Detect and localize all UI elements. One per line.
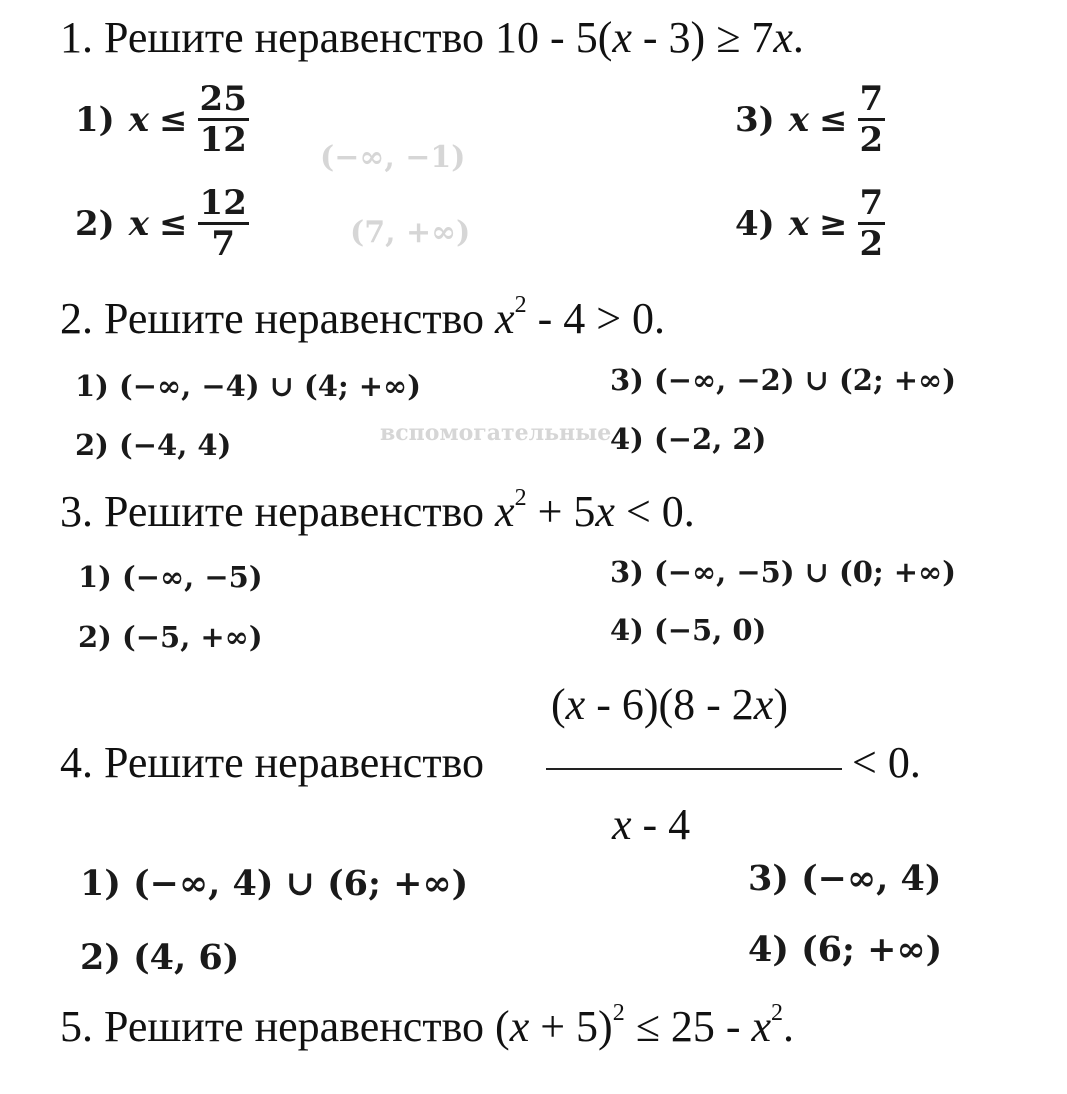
- q3-option-4[interactable]: 4) (−5, 0): [610, 613, 767, 647]
- q4-option-2[interactable]: 2) (4, 6): [80, 937, 240, 978]
- q1-option-2[interactable]: 2) x ≤ $\frac{12}{7}$: [75, 183, 247, 264]
- question-2: 2. Решите неравенство $x^2 - 4 > 0$.: [60, 292, 666, 343]
- fraction: $\frac{12}{7}$: [199, 183, 247, 264]
- q2-option-4[interactable]: 4) (−2, 2): [610, 422, 767, 456]
- question-4: 4. Решите неравенство: [60, 738, 485, 787]
- q4-option-4[interactable]: 4) (6; +∞): [748, 929, 943, 970]
- question-3: 3. Решите неравенство $x^2 + 5x < 0$.: [60, 485, 695, 536]
- fraction: $\frac{7}{2}$: [859, 79, 884, 160]
- bleed-through-text: вспомогательные: [380, 420, 612, 446]
- q4-tail: < 0.: [852, 738, 921, 787]
- q2-option-1[interactable]: 1) (−∞, −4) ∪ (4; +∞): [75, 369, 421, 403]
- fraction: $\frac{7}{2}$: [859, 183, 884, 264]
- q4-denominator: x - 4: [612, 800, 691, 849]
- bleed-through-text: (7, +∞): [350, 215, 471, 250]
- q4-option-3[interactable]: 3) (−∞, 4): [748, 858, 942, 899]
- question-1: 1. Решите неравенство 10 - 5(x - 3) ≥ 7x.: [60, 13, 804, 62]
- q2-option-3[interactable]: 3) (−∞, −2) ∪ (2; +∞): [610, 363, 956, 397]
- q4-option-1[interactable]: 1) (−∞, 4) ∪ (6; +∞): [80, 863, 469, 904]
- q3-option-1[interactable]: 1) (−∞, −5): [78, 560, 263, 594]
- fraction-bar: [546, 768, 842, 770]
- q1-option-4[interactable]: 4) x ≥ $\frac{7}{2}$: [735, 183, 884, 264]
- q3-option-3[interactable]: 3) (−∞, −5) ∪ (0; +∞): [610, 555, 956, 589]
- question-5: 5. Решите неравенство $(x + 5)^2 \le 25 - x^2$.: [60, 1000, 795, 1051]
- q4-numerator: (x - 6)(8 - 2x): [551, 680, 788, 729]
- q1-option-3[interactable]: 3) x ≤ $\frac{7}{2}$: [735, 79, 884, 160]
- fraction: $\frac{25}{12}$: [199, 79, 247, 160]
- q1-option-1[interactable]: 1) x ≤ $\frac{25}{12}$: [75, 79, 247, 160]
- q3-option-2[interactable]: 2) (−5, +∞): [78, 620, 263, 654]
- bleed-through-text: (−∞, −1): [320, 140, 466, 175]
- q2-option-2[interactable]: 2) (−4, 4): [75, 428, 232, 462]
